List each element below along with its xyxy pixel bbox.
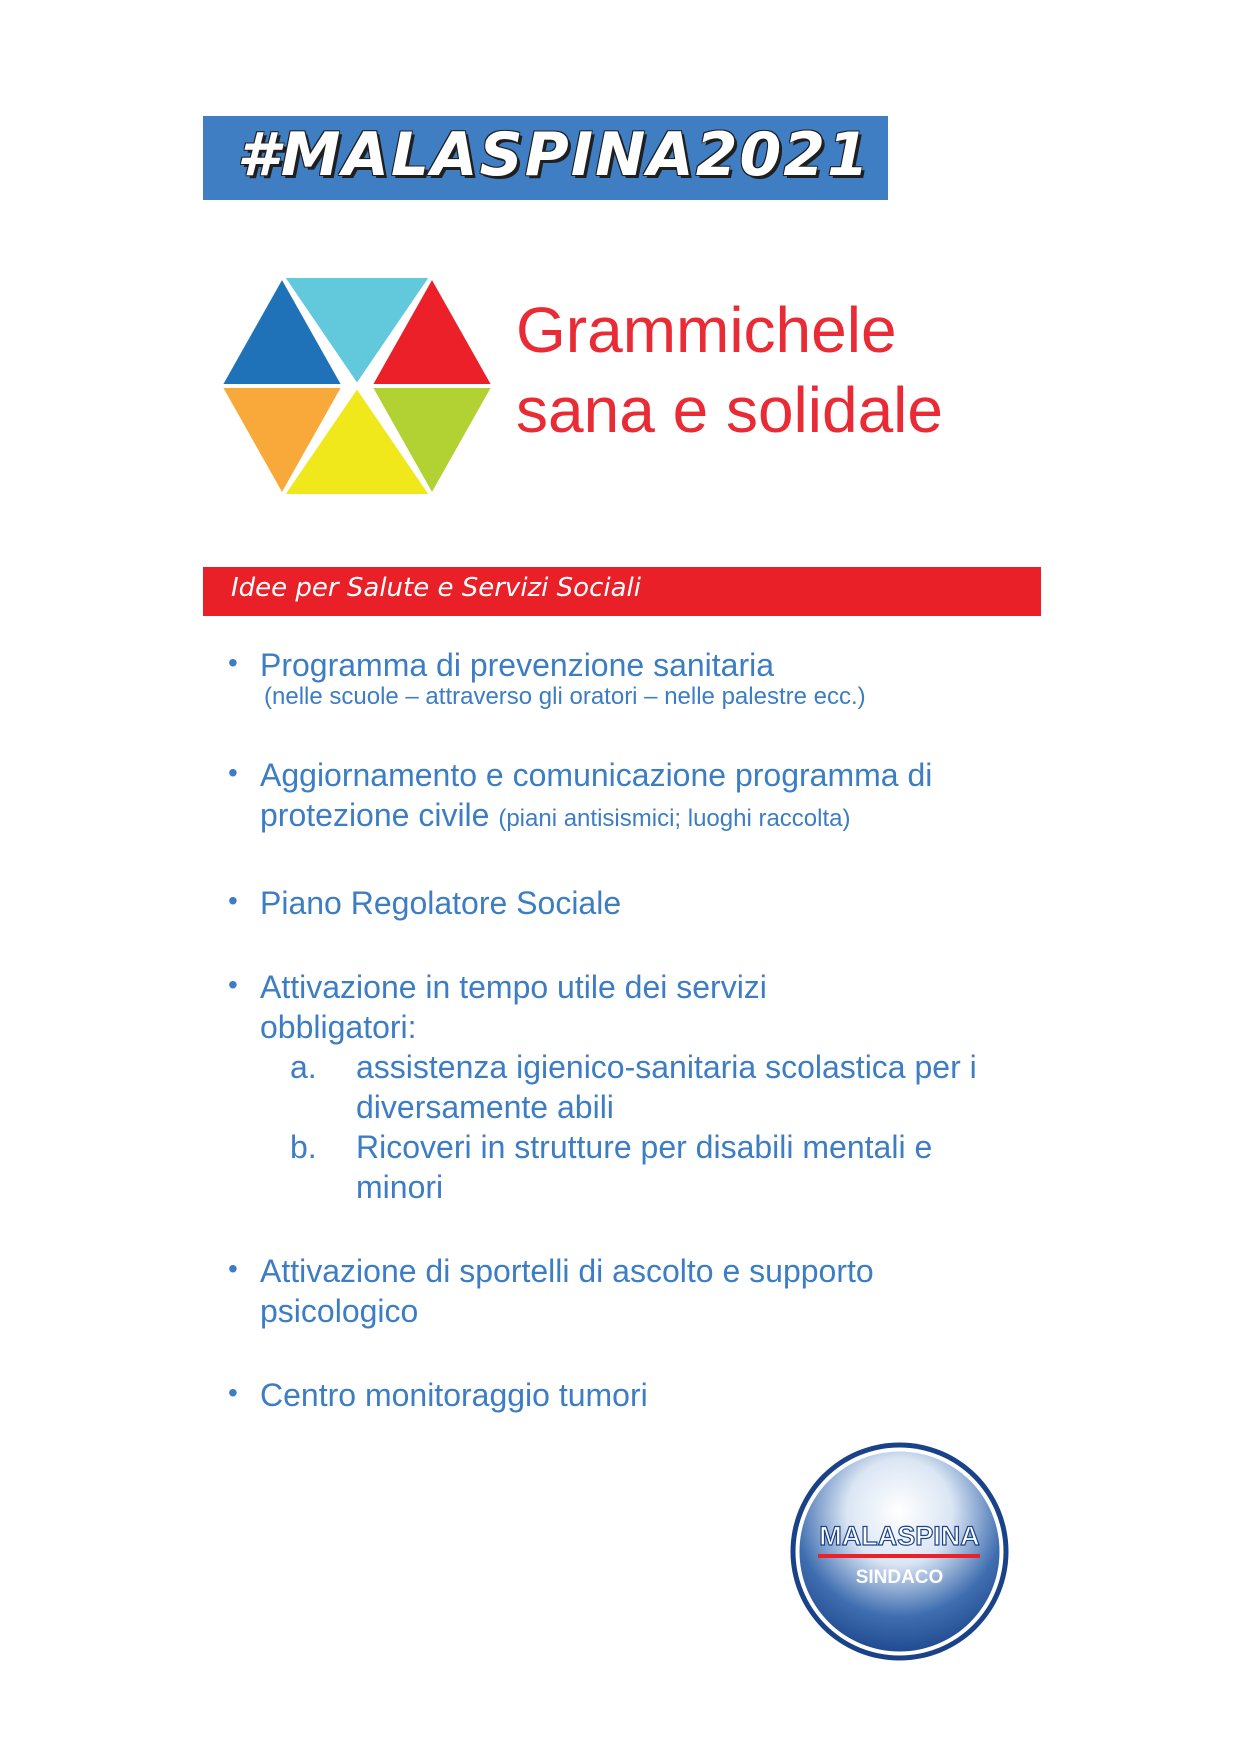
idea-text: Attivazione di sportelli di ascolto e supporto psicologico — [260, 1253, 874, 1329]
idea-note: (piani antisismici; luoghi raccolta) — [498, 805, 851, 832]
idea-text: Programma di prevenzione sanitaria — [260, 647, 775, 683]
sub-list — [260, 1047, 1028, 1207]
hexagon-logo — [216, 270, 498, 502]
bullet-icon: • — [228, 1253, 238, 1284]
sub-list-item — [290, 1127, 1028, 1207]
bullet-icon: • — [228, 969, 238, 1000]
hashtag-banner — [203, 116, 888, 200]
section-header-bar — [203, 567, 1041, 616]
list-item — [228, 967, 1028, 1207]
idea-text: Centro monitoraggio tumori — [260, 1377, 648, 1413]
sub-marker: b. — [290, 1129, 317, 1165]
list-item — [228, 755, 1020, 839]
bullet-icon: • — [228, 885, 238, 916]
bullet-icon: • — [228, 757, 238, 788]
hashtag-text: #MALASPINA2021 — [237, 120, 871, 190]
brand-title — [516, 290, 943, 450]
candidate-seal — [788, 1440, 1011, 1663]
list-item — [228, 645, 1028, 711]
brand-title-line1: Grammichele — [516, 294, 897, 366]
list-item — [228, 1375, 1028, 1415]
idea-text: Attivazione in tempo utile dei servizi obbligatori: — [260, 969, 767, 1045]
idea-note: (nelle scuole – attraverso gli oratori – nelle palestre ecc.) — [264, 683, 866, 710]
ideas-list — [228, 645, 1028, 1415]
bullet-icon: • — [228, 1377, 238, 1408]
seal-disc — [800, 1452, 1000, 1652]
list-item — [228, 1251, 1028, 1331]
brand-title-line2: sana e solidale — [516, 374, 943, 446]
idea-text: Piano Regolatore Sociale — [260, 885, 622, 921]
bullet-icon: • — [228, 647, 238, 678]
sub-list-item — [290, 1047, 1028, 1127]
list-item — [228, 883, 1028, 923]
seal-role: SINDACO — [855, 1567, 944, 1588]
sub-marker: a. — [290, 1049, 317, 1085]
idea-text: Aggiornamento e comunicazione programma di protezione civile — [260, 757, 933, 833]
sub-item-text: Ricoveri in strutture per disabili mentali e minori — [356, 1129, 933, 1205]
sub-item-text: assistenza igienico-sanitaria scolastica per i diversamente abili — [356, 1049, 977, 1125]
seal-name: MALASPINA — [819, 1521, 980, 1551]
section-title: Idee per Salute e Servizi Sociali — [231, 573, 641, 603]
